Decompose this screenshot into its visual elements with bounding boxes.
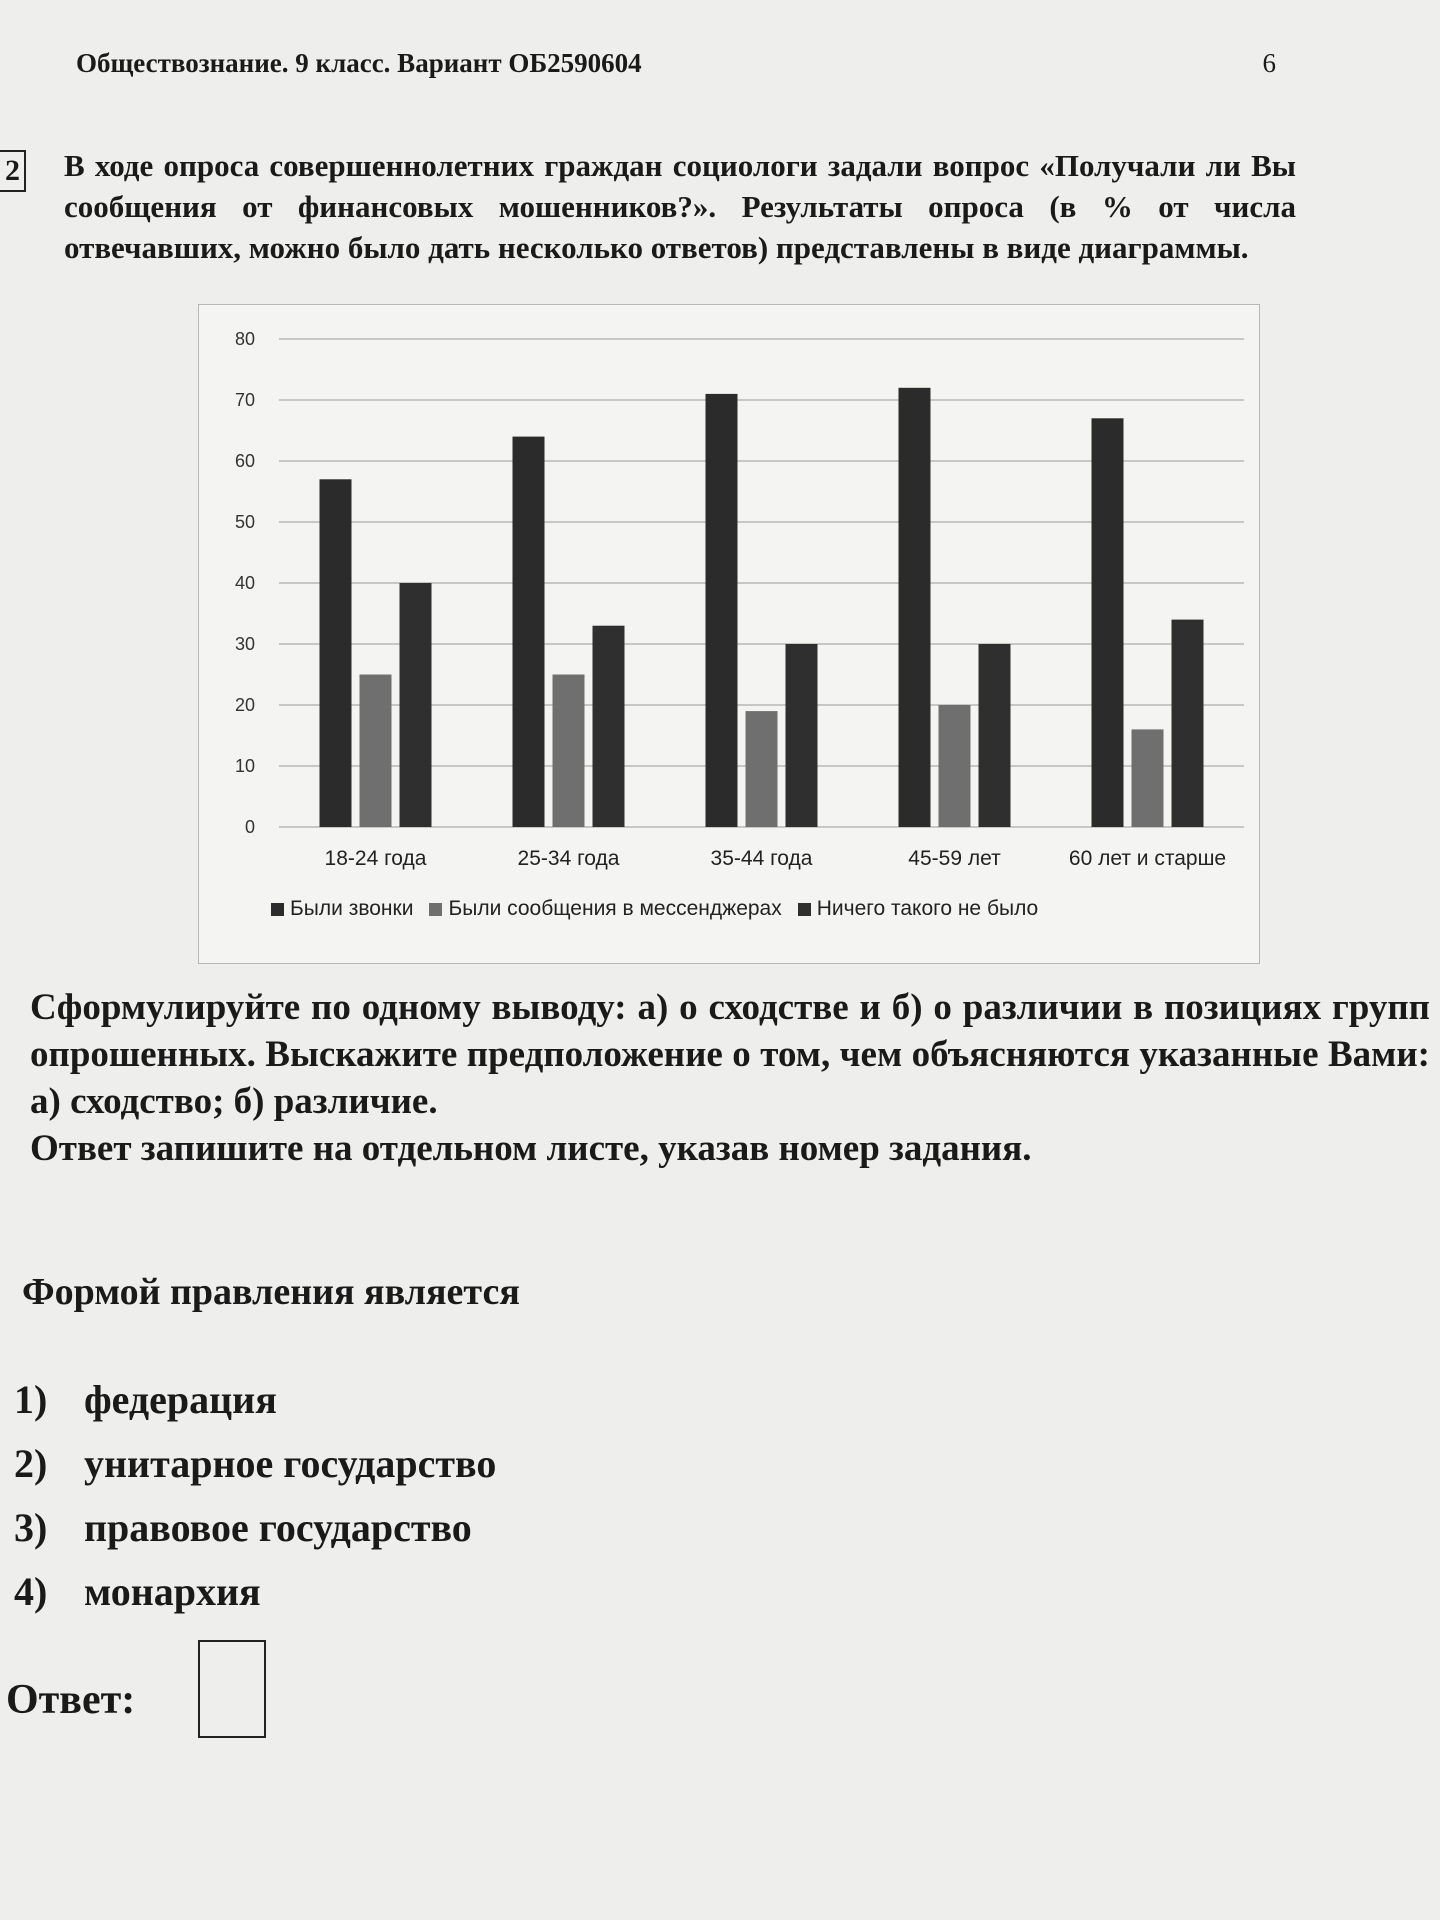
legend-label: Были звонки (290, 897, 414, 920)
option-text: федерация (84, 1377, 277, 1422)
chart-legend (271, 897, 1251, 921)
bar (899, 388, 931, 827)
answer-label: Ответ: (6, 1677, 136, 1723)
y-tick-label: 70 (234, 390, 255, 410)
option-item: 3) правовое государство (14, 1505, 472, 1550)
option-text: унитарное государство (84, 1441, 497, 1486)
bar (360, 675, 392, 828)
answer-instruction: Ответ запишите на отдельном листе, указав номер задания. (30, 1128, 1032, 1169)
answer-box[interactable] (198, 1640, 266, 1738)
option-item: 1) федерация (14, 1377, 277, 1422)
x-tick-label: 18-24 года (324, 847, 427, 870)
y-tick-label: 30 (234, 634, 255, 654)
y-tick-label: 20 (234, 695, 255, 715)
legend-item (429, 897, 781, 921)
bar (1172, 620, 1204, 827)
task-question (30, 984, 1430, 1172)
task2-title: Формой правления является (22, 1271, 520, 1313)
y-tick-label: 50 (234, 512, 255, 532)
task-intro-text: В ходе опроса совершеннолетних граждан социологи задали вопрос «Получали ли Вы сообщения от финансовых мошенников?». Результаты опроса (в % от числа отвечавших, можно было дать несколько ответов) представлены в виде диаграммы. (64, 148, 1296, 265)
bar (979, 644, 1011, 827)
page-header (76, 48, 1276, 79)
x-tick-label: 25-34 года (517, 847, 620, 870)
bar (939, 705, 971, 827)
bar (553, 675, 585, 828)
option-item: 4) монархия (14, 1569, 261, 1614)
legend-swatch (271, 903, 284, 916)
bar (706, 394, 738, 827)
legend-swatch (429, 903, 442, 916)
legend-item (798, 897, 1039, 921)
legend-swatch (798, 903, 811, 916)
x-tick-label: 45-59 лет (908, 847, 1001, 870)
y-tick-label: 0 (244, 817, 255, 837)
task-number-box: 2 (0, 150, 26, 192)
bar (513, 437, 545, 827)
bar-chart (198, 304, 1260, 964)
bar (786, 644, 818, 827)
page-number: 6 (1262, 48, 1276, 78)
bar (320, 479, 352, 827)
x-tick-label: 60 лет и старше (1068, 847, 1227, 870)
bar (1092, 418, 1124, 827)
answer-options (14, 1368, 914, 1624)
legend-item (271, 897, 413, 921)
bar (593, 626, 625, 827)
y-tick-label: 10 (234, 756, 255, 776)
question-text: Сформулируйте по одному выводу: а) о сходстве и б) о различии в позициях групп опрошенных. Выскажите предположение о том, чем объясняются указанные Вами: а) сходство; б) различие. (30, 987, 1430, 1122)
bar (746, 711, 778, 827)
x-tick-label: 35-44 года (710, 847, 813, 870)
y-tick-label: 80 (234, 329, 255, 349)
bar (1132, 729, 1164, 827)
legend-label: Ничего такого не было (816, 897, 1039, 920)
option-item: 2) унитарное государство (14, 1441, 497, 1486)
chart-canvas (199, 305, 1261, 965)
y-tick-label: 60 (234, 451, 255, 471)
header-title: Обществознание. 9 класс. Вариант ОБ2590604 (76, 48, 642, 78)
option-text: монархия (84, 1569, 261, 1614)
legend-label: Были сообщения в мессенджерах (448, 897, 782, 920)
y-tick-label: 40 (234, 573, 255, 593)
bar (400, 583, 432, 827)
option-text: правовое государство (84, 1505, 472, 1550)
